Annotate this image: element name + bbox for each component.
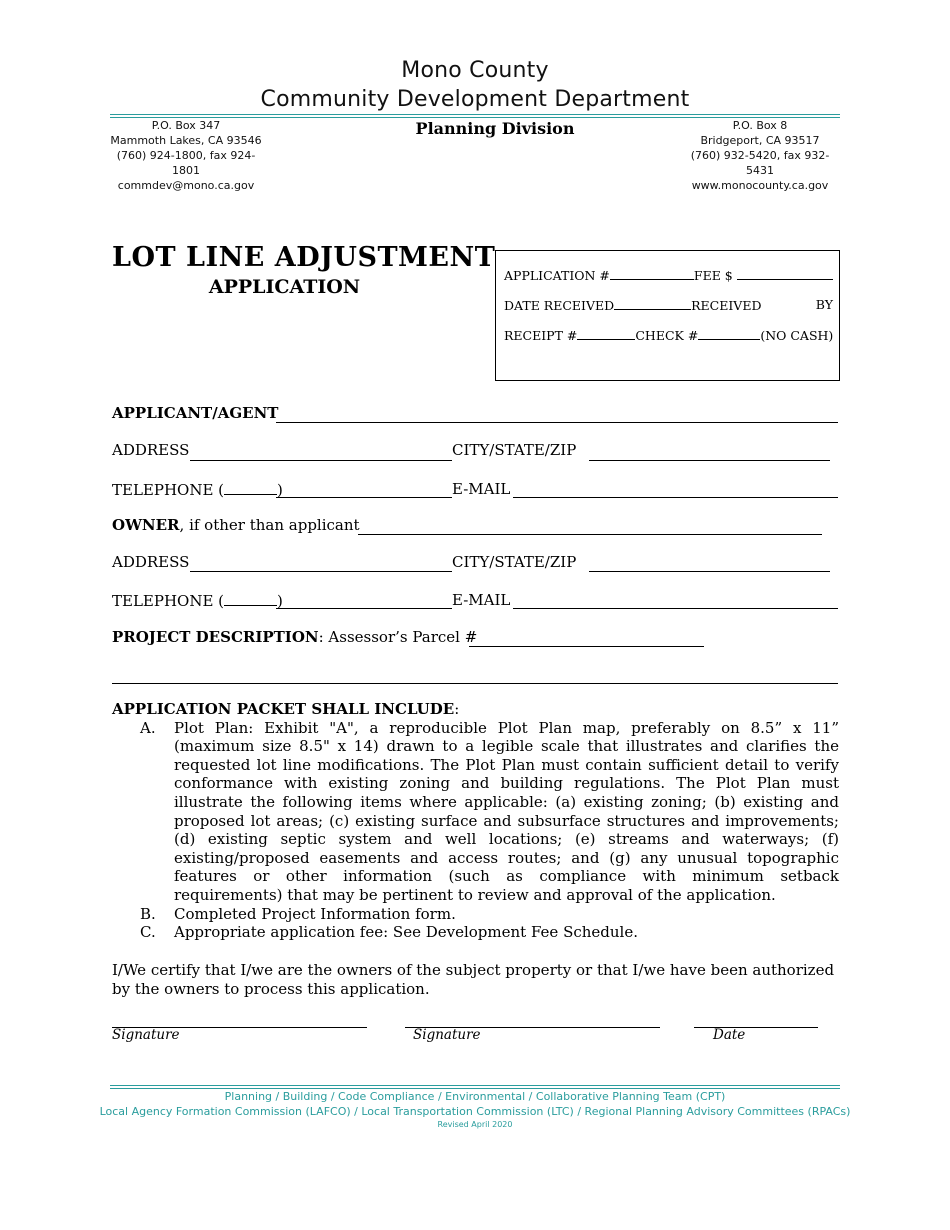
applicant-agent-label: APPLICANT/AGENT: [112, 404, 279, 422]
applicant-telephone-field[interactable]: [276, 496, 452, 498]
left-address-city: Mammoth Lakes, CA 93546: [110, 134, 262, 147]
applicant-email-field[interactable]: [513, 496, 838, 498]
applicant-agent-field[interactable]: [276, 421, 838, 423]
project-description-bold: PROJECT DESCRIPTION: [112, 628, 319, 646]
packet-item-c-letter: C.: [140, 923, 156, 942]
applicant-area-code-field[interactable]: [224, 480, 277, 495]
packet-item-a-text: Plot Plan: Exhibit "A", a reproducible Plot Plan map, preferably on 8.5” x 11” (maximum size 8.5" x 14) drawn to a legible scale that illustrates and clarifies the requested lot line modifications. The Plot Plan must contain sufficient detail to verify conformance with existing zoning and building regulations. The Plot Plan must illustrate the following items where applicable: (a) existing zoning; (b) existing and proposed lot areas; (c) existing surface and subsurface structures and improvements; (d) existing septic system and well locations; (e) streams and waterways; (f) existing/proposed easements and access routes; and (g) any unusual topographic features or other information (such as compliance with minimum setback requirements) that may be pertinent to review and approval of the application.: [174, 718, 839, 904]
check-number-field[interactable]: [698, 327, 760, 340]
agency-line-2: Community Development Department: [260, 87, 690, 112]
application-number-label: APPLICATION #: [504, 268, 610, 283]
footer-rule-top: [110, 1085, 840, 1086]
application-number-field[interactable]: [610, 267, 694, 280]
office-row-3: [504, 327, 833, 343]
packet-item-b-text: Completed Project Information form.: [174, 904, 456, 923]
parcel-number-field[interactable]: [469, 645, 704, 647]
owner-email-label: E-MAIL: [452, 591, 511, 609]
signature-2-label: Signature: [413, 1027, 481, 1043]
footer-revised: Revised April 2020: [437, 1120, 513, 1129]
owner-telephone-label: [112, 591, 283, 610]
footer: [0, 1089, 950, 1131]
left-address-po-box: P.O. Box 347: [151, 119, 221, 132]
packet-item-b-letter: B.: [140, 904, 156, 923]
footer-departments: Planning / Building / Code Compliance / Environmental / Collaborative Planning Team (CPT): [224, 1090, 726, 1103]
right-address-phone: (760) 932-5420, fax 932-5431: [690, 149, 830, 177]
applicant-telephone-open: TELEPHONE (: [112, 481, 225, 499]
packet-requirements: [112, 700, 839, 942]
parcel-number-label: : Assessor’s Parcel #: [318, 628, 478, 646]
header-rule-top: [110, 114, 840, 115]
date-received-field[interactable]: [614, 297, 691, 310]
agency-name: [0, 56, 950, 114]
packet-item-c-text: Appropriate application fee: See Development Fee Schedule.: [174, 923, 638, 942]
fee-field[interactable]: [737, 267, 833, 280]
office-use-box: [495, 250, 840, 381]
division-name: Planning Division: [415, 119, 575, 138]
agency-line-1: Mono County: [401, 58, 549, 83]
right-address-po-box: P.O. Box 8: [732, 119, 788, 132]
right-address-block: [678, 118, 842, 193]
owner-email-field[interactable]: [513, 607, 838, 609]
applicant-address-field[interactable]: [190, 459, 452, 461]
owner-label-bold: OWNER: [112, 516, 180, 534]
applicant-address-label: ADDRESS: [112, 441, 190, 459]
owner-telephone-close: ): [277, 592, 283, 610]
certification-statement: I/We certify that I/we are the owners of the subject property or that I/we have been authorized by the owners to process this application.: [112, 961, 835, 998]
applicant-email-label: E-MAIL: [452, 480, 511, 498]
packet-heading-text: APPLICATION PACKET SHALL INCLUDE: [112, 700, 455, 718]
receipt-number-field[interactable]: [577, 327, 635, 340]
applicant-telephone-label: [112, 480, 283, 499]
packet-item-b: [112, 905, 839, 924]
packet-heading: [112, 700, 839, 719]
applicant-telephone-close: ): [277, 481, 283, 499]
office-row-1: [504, 267, 833, 283]
applicant-city-label: CITY/STATE/ZIP: [452, 441, 577, 459]
owner-area-code-field[interactable]: [224, 591, 277, 606]
project-description-field[interactable]: [112, 682, 838, 684]
date-label: Date: [713, 1027, 746, 1043]
left-address-phone: (760) 924-1800, fax 924-1801: [116, 149, 256, 177]
check-number-label: CHECK #: [635, 328, 699, 343]
form-subtitle: APPLICATION: [208, 276, 361, 298]
packet-heading-colon: :: [454, 700, 460, 718]
owner-address-field[interactable]: [190, 570, 452, 572]
packet-item-c: [112, 923, 839, 942]
owner-label-suffix: , if other than applicant: [179, 516, 360, 534]
owner-label: [112, 516, 360, 534]
owner-city-label: CITY/STATE/ZIP: [452, 553, 577, 571]
owner-city-field[interactable]: [589, 570, 830, 572]
project-description-label: [112, 628, 477, 646]
signature-1-label: Signature: [112, 1027, 180, 1043]
owner-telephone-field[interactable]: [276, 607, 452, 609]
office-row-2: [504, 297, 761, 313]
left-address-email: commdev@mono.ca.gov: [117, 179, 255, 192]
owner-telephone-open: TELEPHONE (: [112, 592, 225, 610]
right-address-website: www.monocounty.ca.gov: [691, 179, 829, 192]
packet-item-a: [112, 719, 839, 905]
receipt-number-label: RECEIPT #: [504, 328, 578, 343]
received-by-label: BY: [815, 297, 833, 312]
received-label: RECEIVED: [691, 298, 762, 313]
no-cash-label: (NO CASH): [760, 328, 834, 343]
owner-field[interactable]: [358, 533, 822, 535]
fee-label: FEE $: [693, 268, 733, 283]
packet-item-a-letter: A.: [140, 718, 156, 737]
owner-address-label: ADDRESS: [112, 553, 190, 571]
date-received-label: DATE RECEIVED: [504, 298, 615, 313]
applicant-city-field[interactable]: [589, 459, 830, 461]
footer-commissions: Local Agency Formation Commission (LAFCO) / Local Transportation Commission (LTC) / Regional Planning Advisory Committees (RPACs): [99, 1105, 851, 1118]
right-address-city: Bridgeport, CA 93517: [700, 134, 820, 147]
form-title: LOT LINE ADJUSTMENT: [112, 242, 496, 273]
